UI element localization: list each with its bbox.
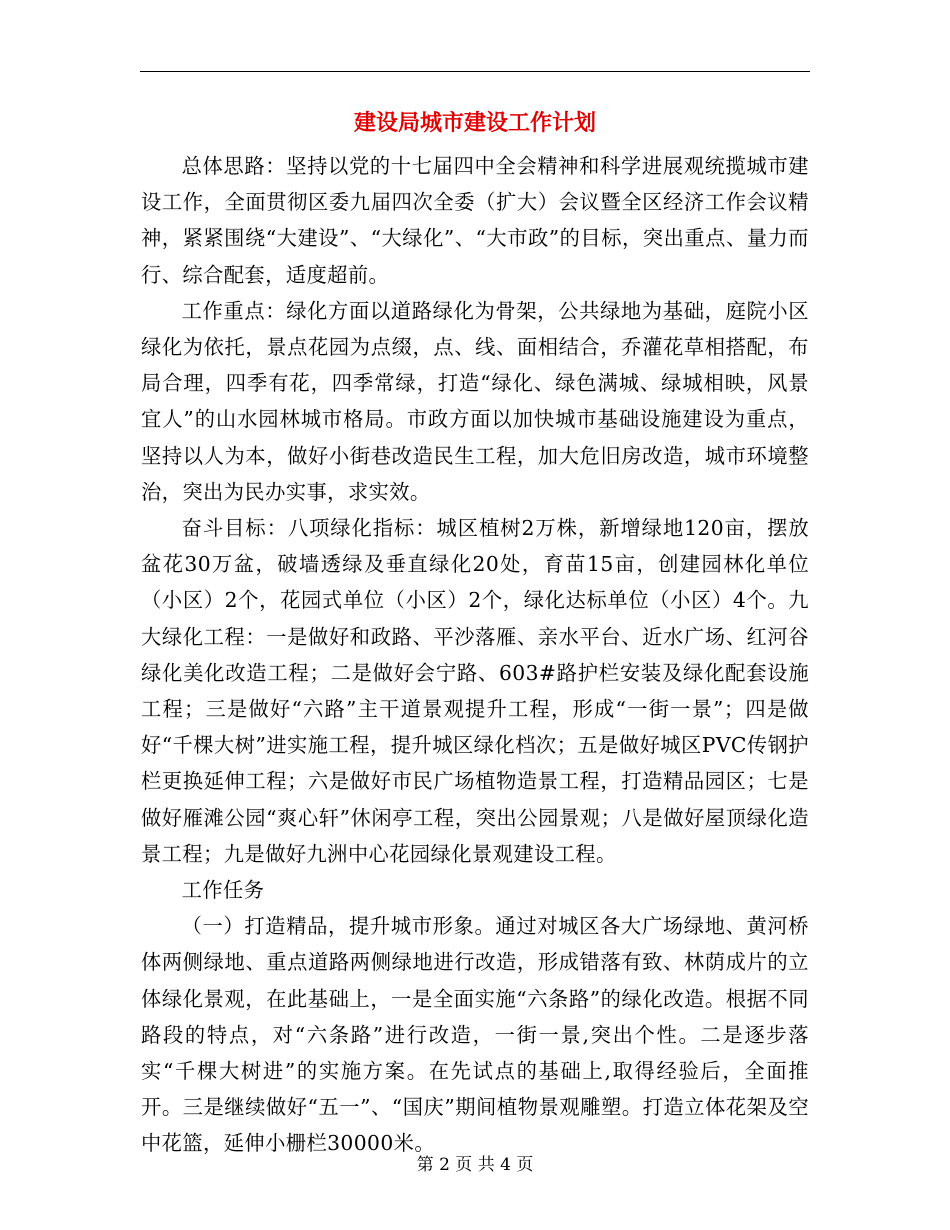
paragraph-task-one: （一）打造精品，提升城市形象。通过对城区各大广场绿地、黄河桥体两侧绿地、重点道路两侧绿地进行改造，形成错落有致、林荫成片的立体绿化景观，在此基础上，一是全面实施“六条路”的绿化改造。根据不同路段的特点，对“六条路”进行改造，一街一景,突出个性。二是逐步落实“千棵大树进”的实施方案。在先试点的基础上,取得经验后，全面推开。三是继续做好“五一”、“国庆”期间植物景观雕塑。打造立体花架及空中花篮，延伸小栅栏30000米。 bbox=[141, 914, 809, 1156]
paragraph-tasks-heading: 工作任务 bbox=[181, 878, 265, 903]
header-rule bbox=[140, 71, 810, 72]
paragraph-overall-idea: 总体思路：坚持以党的十七届四中全会精神和科学进展观统揽城市建设工作，全面贯彻区委九届四次全委（扩大）会议暨全区经济工作会议精神，紧紧围绕“大建设”、“大绿化”、“大市政”的目标，突出重点、量力而行、综合配套，适度超前。 bbox=[141, 154, 809, 287]
page-footer: 第 2 页 共 4 页 bbox=[416, 1155, 534, 1175]
document-title: 建设局城市建设工作计划 bbox=[353, 111, 596, 136]
paragraph-goals: 奋斗目标：八项绿化指标：城区植树2万株，新增绿地120亩，摆放盆花30万盆，破墙透绿及垂直绿化20处，育苗15亩，创建园林化单位（小区）2个，花园式单位（小区）2个，绿化达标单位（小区）4个。九大绿化工程：一是做好和政路、平沙落雁、亲水平台、近水广场、红河谷绿化美化改造工程；二是做好会宁路、603#路护栏安装及绿化配套设施工程；三是做好“六路”主干道景观提升工程，形成“一街一景”；四是做好“千棵大树”进实施工程，提升城区绿化档次；五是做好城区PVC传钢护栏更换延伸工程；六是做好市民广场植物造景工程，打造精品园区；七是做好雁滩公园“爽心轩”休闲亭工程，突出公园景观；八是做好屋顶绿化造景工程；九是做好九洲中心花园绿化景观建设工程。 bbox=[141, 516, 809, 866]
paragraph-work-focus: 工作重点：绿化方面以道路绿化为骨架，公共绿地为基础，庭院小区绿化为依托，景点花园为点缀，点、线、面相结合，乔灌花草相搭配，布局合理，四季有花，四季常绿，打造“绿化、绿色满城、绿城相映，风景宜人”的山水园林城市格局。市政方面以加快城市基础设施建设为重点，坚持以人为本，做好小街巷改造民生工程，加大危旧房改造，城市环境整治，突出为民办实事，求实效。 bbox=[141, 298, 809, 504]
document-body bbox=[141, 148, 809, 1162]
